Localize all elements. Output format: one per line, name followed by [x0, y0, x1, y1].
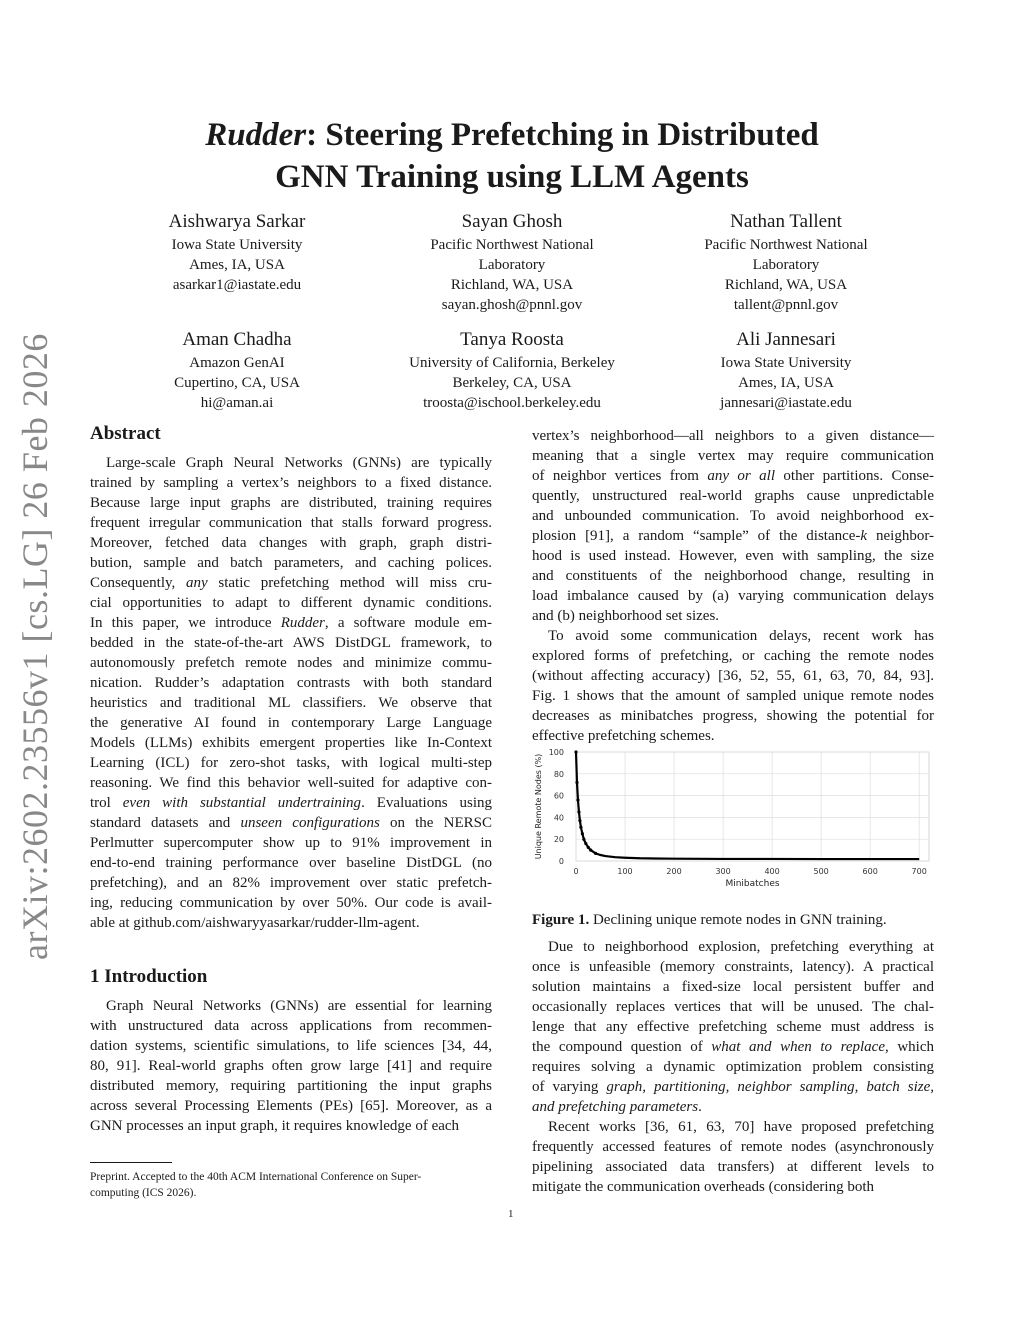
author-name: Aishwarya Sarkar — [168, 211, 306, 232]
text-line: ing, reducing communication by over 50%. Our code is avail- — [90, 895, 492, 911]
text-line: pipelining associated data transfers) at different levels to — [532, 1159, 934, 1175]
y-tick-label: 100 — [548, 748, 564, 757]
text-line: heuristics and traditional ML classifiers. We observe that — [90, 695, 492, 711]
y-tick-label: 80 — [553, 769, 564, 779]
y-tick-label: 0 — [558, 857, 564, 866]
author-email: jannesari@iastate.edu — [720, 395, 852, 411]
author-affiliation: Iowa State University — [171, 237, 303, 253]
author-location: Ames, IA, USA — [738, 375, 834, 391]
title-line1: : Steering Prefetching in Distributed — [306, 117, 819, 153]
author-affiliation: Pacific Northwest National — [704, 237, 868, 253]
plot-area — [576, 752, 929, 861]
text-line: Recent works [36, 61, 63, 70] have proposed prefetching — [548, 1119, 934, 1135]
text-line: meaning that a single vertex may require communication — [532, 448, 934, 464]
text-line: In this paper, we introduce Rudder, a software module em- — [90, 615, 492, 631]
y-tick-label: 40 — [553, 813, 564, 823]
paragraph — [532, 426, 934, 626]
y-tick-label: 20 — [553, 835, 564, 845]
text-line: of varying graph, partitioning, neighbor sampling, batch size, — [532, 1079, 934, 1095]
text-line: and (b) neighborhood set sizes. — [532, 608, 720, 624]
data-point — [594, 852, 597, 855]
y-tick-label: 60 — [553, 791, 564, 801]
text-line: Learning (ICL) for zero-shot tasks, with logical multi-step — [90, 755, 492, 771]
page-number: 1 — [508, 1208, 514, 1220]
text-line: Due to neighborhood explosion, prefetching everything at — [548, 939, 934, 955]
text-line: solution maintains a fixed-size local persistent buffer and — [532, 979, 934, 995]
author-affiliation: Laboratory — [752, 257, 820, 273]
data-point — [577, 810, 580, 813]
abstract-heading: Abstract — [90, 423, 161, 444]
figure-label: Figure 1. — [532, 912, 590, 928]
data-point — [579, 826, 582, 829]
text-line: and unbounded communication. To avoid neighborhood ex- — [532, 508, 934, 524]
title-line2: GNN Training using LLM Agents — [275, 159, 749, 195]
text-line: of neighbor vertices from any or all other partitions. Conse- — [532, 468, 934, 484]
author-name: Sayan Ghosh — [461, 211, 563, 232]
footnote-line: computing (ICS 2026). — [90, 1187, 197, 1199]
author-affiliation: Pacific Northwest National — [430, 237, 594, 253]
author-email: tallent@pnnl.gov — [733, 297, 839, 313]
text-line: end-to-end training performance over baseline DistDGL (no — [90, 855, 492, 871]
x-tick-label: 700 — [911, 867, 927, 876]
text-line: across several Processing Elements (PEs) [65]. Moreover, as a — [90, 1098, 492, 1114]
text-line: bedded in the state-of-the-art AWS DistDGL framework, to — [90, 635, 492, 651]
text-line: (without affecting accuracy) [36, 52, 55, 61, 63, 70, 84, 93]. — [532, 668, 934, 684]
author-block — [87, 209, 387, 295]
text-line: hood is used instead. However, even with sampling, the size — [532, 548, 934, 564]
figure-caption — [532, 912, 887, 929]
data-point — [589, 849, 592, 852]
x-tick-label: 300 — [715, 867, 731, 876]
footnote — [90, 1169, 500, 1201]
author-block — [87, 327, 387, 413]
text-line: nication. Rudder’s adaptation contrasts with both standard — [90, 675, 492, 691]
data-point — [584, 842, 587, 845]
text-line: mitigate the communication overheads (considering both — [532, 1179, 874, 1195]
text-line: prefetching), and an 82% improvement over static prefetch- — [90, 875, 492, 891]
text-line: cial opportunities to adapt to different dynamic conditions. — [90, 595, 492, 611]
author-email: asarkar1@iastate.edu — [172, 277, 302, 293]
text-line: 80, 91]. Real-world graphs often grow large [41] and require — [90, 1058, 492, 1074]
text-line: frequently accessed features of remote nodes (asynchronously — [532, 1139, 934, 1155]
text-line: Large-scale Graph Neural Networks (GNNs) are typically — [106, 455, 492, 471]
data-point — [581, 832, 584, 835]
intro-heading: 1 Introduction — [90, 966, 208, 987]
paragraph — [532, 937, 934, 1117]
text-line: dation systems, scientific simulations, to life sciences [34, 44, — [90, 1038, 492, 1054]
text-line: plosion [91], a random “sample” of the distance-k neighbor- — [532, 528, 935, 544]
text-line: explored forms of prefetching, or caching the remote nodes — [532, 648, 934, 664]
text-line: effective prefetching schemes. — [532, 728, 715, 744]
text-line: and prefetching parameters. — [532, 1099, 702, 1115]
y-axis-label: Unique Remote Nodes (%) — [534, 753, 543, 860]
text-line: load imbalance caused by (a) varying communication delays — [532, 588, 934, 604]
author-location: Ames, IA, USA — [189, 257, 285, 273]
text-line: To avoid some communication delays, recent work has — [548, 628, 934, 644]
author-block — [636, 209, 936, 315]
data-point — [576, 798, 579, 801]
text-line: bution, sample and batch parameters, and caching polices. — [90, 555, 492, 571]
text-line: Graph Neural Networks (GNNs) are essential for learning — [106, 998, 492, 1014]
text-line: lenge that any effective prefetching scheme must address is — [532, 1019, 934, 1035]
author-affiliation: University of California, Berkeley — [409, 355, 615, 371]
text-line: requires solving a dynamic optimization problem consisting — [532, 1059, 934, 1075]
author-location: Richland, WA, USA — [450, 277, 574, 293]
author-block — [362, 327, 662, 413]
text-line: trained by sampling a vertex’s neighbors to a fixed distance. — [90, 475, 492, 491]
arxiv-stamp: arXiv:2602.23556v1 [cs.LG] 26 Feb 2026 — [15, 333, 55, 960]
data-point — [575, 781, 578, 784]
footnote-line: Preprint. Accepted to the 40th ACM International Conference on Super- — [90, 1171, 422, 1183]
text-line: trol even with substantial undertraining. Evaluations using — [90, 795, 492, 811]
text-line: autonomously prefetch remote nodes and minimize commu- — [90, 655, 492, 671]
x-axis-label: Minibatches — [725, 879, 780, 889]
data-point — [587, 846, 590, 849]
title-italic: Rudder — [205, 117, 307, 153]
author-email: sayan.ghosh@pnnl.gov — [441, 297, 583, 313]
author-name: Ali Jannesari — [736, 329, 836, 350]
author-name: Aman Chadha — [182, 329, 292, 350]
data-point — [582, 838, 585, 841]
text-line: reasoning. We find this behavior well-suited for adaptive con- — [90, 775, 492, 791]
author-location: Berkeley, CA, USA — [452, 375, 572, 391]
text-line: decreases as minibatches progress, showing the potential for — [532, 708, 934, 724]
x-tick-label: 600 — [862, 867, 878, 876]
author-location: Richland, WA, USA — [724, 277, 848, 293]
text-line: Because large input graphs are distributed, training requires — [90, 495, 492, 511]
text-line: the generative AI found in contemporary Large Language — [90, 715, 492, 731]
x-tick-label: 400 — [764, 867, 780, 876]
author-affiliation: Amazon GenAI — [189, 355, 285, 371]
abstract-text — [90, 453, 492, 933]
x-tick-label: 500 — [813, 867, 829, 876]
text-line: able at github.com/aishwaryyasarkar/rudder-llm-agent. — [90, 915, 420, 931]
text-line: Models (LLMs) exhibits emergent properties like In-Context — [90, 735, 492, 751]
x-tick-label: 100 — [617, 867, 633, 876]
footnote-rule — [90, 1162, 172, 1163]
paper-title — [0, 114, 1024, 198]
x-tick-label: 200 — [666, 867, 682, 876]
author-affiliation: Laboratory — [478, 257, 546, 273]
author-block — [362, 209, 662, 315]
x-tick-label: 0 — [573, 867, 579, 876]
paragraph — [532, 1117, 934, 1197]
figure-caption-text: Declining unique remote nodes in GNN training. — [589, 912, 887, 928]
text-line: occasionally replaces vertices that will be unused. The chal- — [532, 999, 934, 1015]
text-line: Moreover, fetched data changes with graph, graph distri- — [90, 535, 492, 551]
author-location: Cupertino, CA, USA — [174, 375, 300, 391]
text-line: the compound question of what and when to replace, which — [532, 1039, 934, 1055]
text-line: distributed memory, requiring partitioning the input graphs — [90, 1078, 492, 1094]
text-line: and constituents of the neighborhood change, resulting in — [532, 568, 934, 584]
data-point — [574, 750, 577, 753]
text-line: Fig. 1 shows that the amount of sampled unique remote nodes — [532, 688, 934, 704]
author-name: Tanya Roosta — [460, 329, 564, 350]
text-line: once is unfeasible (memory constraints, latency). A practical — [532, 959, 934, 975]
text-line: frequent irregular communication that stalls forward progress. — [90, 515, 492, 531]
text-line: with unstructured data across applications from recommen- — [90, 1018, 492, 1034]
author-block — [636, 327, 936, 413]
author-name: Nathan Tallent — [730, 211, 842, 232]
data-point — [578, 819, 581, 822]
intro-text — [90, 996, 492, 1136]
author-email: troosta@ischool.berkeley.edu — [423, 395, 601, 411]
text-line: Perlmutter supercomputer show up to 91% improvement in — [90, 835, 492, 851]
paragraph — [532, 626, 934, 746]
text-line: vertex’s neighborhood—all neighbors to a given distance— — [532, 428, 934, 444]
text-line: Consequently, any static prefetching method will miss cru- — [90, 575, 492, 591]
text-line: quently, unstructured real-world graphs cause unpredictable — [532, 488, 934, 504]
author-affiliation: Iowa State University — [720, 355, 852, 371]
text-line: standard datasets and unseen configurations on the NERSC — [90, 815, 492, 831]
author-email: hi@aman.ai — [200, 395, 274, 411]
figure-1-chart — [532, 746, 934, 896]
text-line: GNN processes an input graph, it requires knowledge of each — [90, 1118, 460, 1134]
